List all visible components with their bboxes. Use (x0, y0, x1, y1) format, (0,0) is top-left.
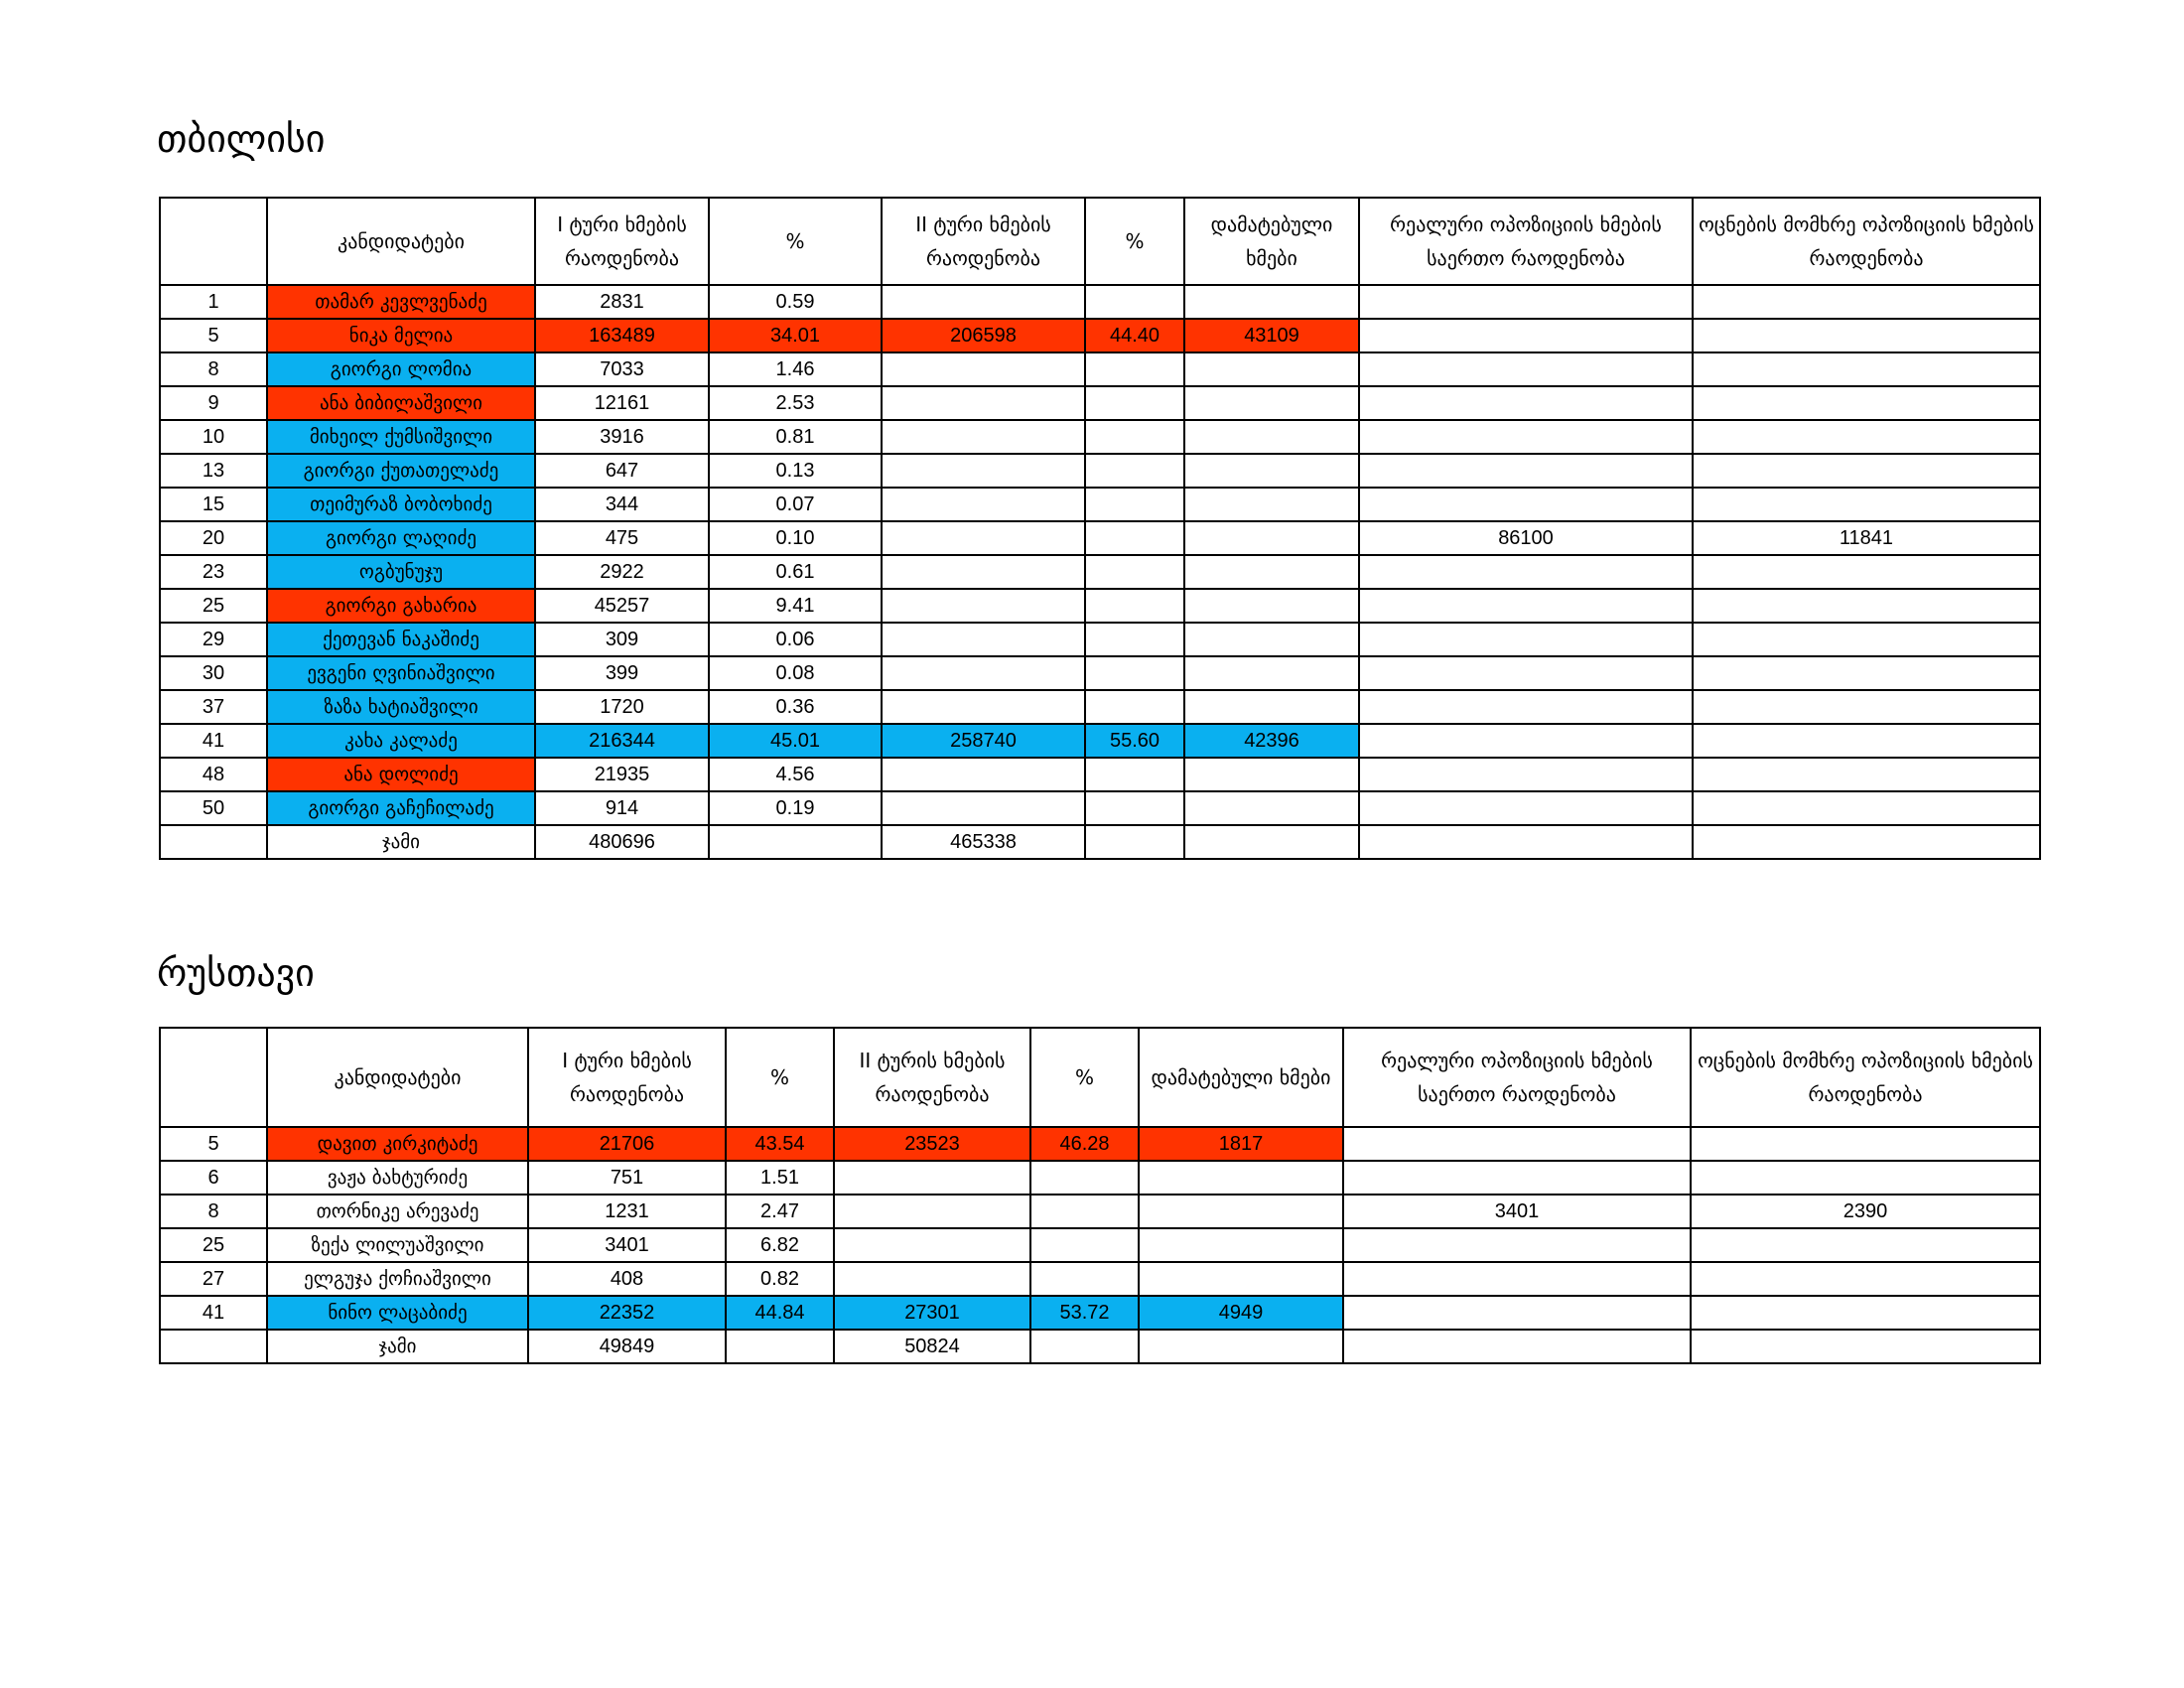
row-number: 20 (160, 521, 267, 555)
row-number: 13 (160, 454, 267, 488)
real-opposition-votes (1359, 386, 1693, 420)
row-number: 8 (160, 352, 267, 386)
pro-dream-opposition-votes (1693, 555, 2040, 589)
empty-cell (726, 1330, 834, 1363)
pro-dream-opposition-votes: 2390 (1691, 1195, 2040, 1228)
added-votes (1184, 386, 1359, 420)
candidate-name: გიორგი ლაღიძე (267, 521, 535, 555)
added-votes (1139, 1262, 1343, 1296)
real-opposition-votes (1359, 690, 1693, 724)
round2-percent (1030, 1161, 1139, 1195)
round1-percent: 4.56 (709, 758, 882, 791)
row-number: 25 (160, 1228, 267, 1262)
table-row (160, 454, 2040, 488)
round2-votes (882, 386, 1085, 420)
total-label: ჯამი (267, 825, 535, 859)
row-number: 1 (160, 285, 267, 319)
header-real-opposition-votes: რეალური ოპოზიციის ხმების საერთო რაოდენობა (1359, 198, 1693, 285)
header-pro-dream-opposition-votes: ოცნების მომხრე ოპოზიციის ხმების რაოდენობა (1691, 1028, 2040, 1127)
round2-votes (882, 656, 1085, 690)
pro-dream-opposition-votes (1693, 420, 2040, 454)
round2-percent (1085, 690, 1184, 724)
round2-votes (834, 1195, 1030, 1228)
real-opposition-votes (1359, 656, 1693, 690)
round1-percent: 0.19 (709, 791, 882, 825)
round2-votes (882, 352, 1085, 386)
candidate-name: ანა ბიბილაშვილი (267, 386, 535, 420)
header-round2-percent: % (1030, 1028, 1139, 1127)
added-votes (1184, 521, 1359, 555)
row-number: 10 (160, 420, 267, 454)
row-number: 48 (160, 758, 267, 791)
pro-dream-opposition-votes: 11841 (1693, 521, 2040, 555)
round1-votes: 2922 (535, 555, 709, 589)
candidate-name: ანა დოლიძე (267, 758, 535, 791)
candidate-name: თამარ კევლვენაძე (267, 285, 535, 319)
pro-dream-opposition-votes (1693, 319, 2040, 352)
empty-cell (1085, 825, 1184, 859)
pro-dream-opposition-votes (1691, 1161, 2040, 1195)
round1-votes: 22352 (528, 1296, 726, 1330)
candidate-name: ზაზა ხატიაშვილი (267, 690, 535, 724)
real-opposition-votes (1359, 758, 1693, 791)
round2-percent (1085, 623, 1184, 656)
empty-cell (160, 1330, 267, 1363)
table-row (160, 791, 2040, 825)
real-opposition-votes (1359, 488, 1693, 521)
real-opposition-votes (1359, 285, 1693, 319)
round1-votes: 475 (535, 521, 709, 555)
added-votes (1139, 1195, 1343, 1228)
table-row (160, 488, 2040, 521)
round1-percent: 9.41 (709, 589, 882, 623)
round1-percent: 0.36 (709, 690, 882, 724)
round1-percent: 43.54 (726, 1127, 834, 1161)
round1-percent: 1.46 (709, 352, 882, 386)
round1-votes: 914 (535, 791, 709, 825)
candidate-name: დავით კირკიტაძე (267, 1127, 528, 1161)
pro-dream-opposition-votes (1693, 724, 2040, 758)
candidate-name: თორნიკე არევაძე (267, 1195, 528, 1228)
real-opposition-votes (1343, 1161, 1691, 1195)
row-number: 30 (160, 656, 267, 690)
round1-votes: 3401 (528, 1228, 726, 1262)
header-candidates: კანდიდატები (267, 1028, 528, 1127)
table-row (160, 319, 2040, 352)
candidate-name: კახა კალაძე (267, 724, 535, 758)
row-number: 41 (160, 724, 267, 758)
candidate-name: ნინო ლაცაბიძე (267, 1296, 528, 1330)
row-number: 41 (160, 1296, 267, 1330)
candidate-name: ელგუჯა ქოჩიაშვილი (267, 1262, 528, 1296)
round2-percent (1030, 1262, 1139, 1296)
candidate-name: ზექა ლილუაშვილი (267, 1228, 528, 1262)
real-opposition-votes (1343, 1127, 1691, 1161)
added-votes: 43109 (1184, 319, 1359, 352)
round1-votes: 21706 (528, 1127, 726, 1161)
real-opposition-votes: 86100 (1359, 521, 1693, 555)
round2-votes (882, 758, 1085, 791)
added-votes (1184, 758, 1359, 791)
round1-votes: 751 (528, 1161, 726, 1195)
row-number: 27 (160, 1262, 267, 1296)
round2-votes (882, 623, 1085, 656)
round1-votes: 1231 (528, 1195, 726, 1228)
pro-dream-opposition-votes (1693, 589, 2040, 623)
real-opposition-votes (1359, 791, 1693, 825)
table-row (160, 352, 2040, 386)
pro-dream-opposition-votes (1693, 285, 2040, 319)
table-header-row (160, 198, 2040, 285)
round2-percent (1085, 488, 1184, 521)
added-votes (1184, 285, 1359, 319)
round2-votes (882, 589, 1085, 623)
added-votes (1139, 1161, 1343, 1195)
candidate-name: ნიკა მელია (267, 319, 535, 352)
empty-cell (1139, 1330, 1343, 1363)
candidate-name: გიორგი ქუთათელაძე (267, 454, 535, 488)
real-opposition-votes (1359, 352, 1693, 386)
added-votes (1139, 1228, 1343, 1262)
header-number (160, 198, 267, 285)
round2-votes (882, 420, 1085, 454)
header-candidates: კანდიდატები (267, 198, 535, 285)
round1-votes: 1720 (535, 690, 709, 724)
table-row (160, 386, 2040, 420)
round1-votes: 216344 (535, 724, 709, 758)
empty-cell (1030, 1330, 1139, 1363)
round2-votes (882, 555, 1085, 589)
total-r1: 49849 (528, 1330, 726, 1363)
header-round1-votes: I ტური ხმების რაოდენობა (535, 198, 709, 285)
pro-dream-opposition-votes (1693, 454, 2040, 488)
added-votes (1184, 488, 1359, 521)
round2-votes (882, 791, 1085, 825)
round1-percent: 0.82 (726, 1262, 834, 1296)
round2-votes (834, 1228, 1030, 1262)
added-votes (1184, 589, 1359, 623)
row-number: 37 (160, 690, 267, 724)
pro-dream-opposition-votes (1691, 1127, 2040, 1161)
row-number: 23 (160, 555, 267, 589)
pro-dream-opposition-votes (1693, 623, 2040, 656)
pro-dream-opposition-votes (1691, 1296, 2040, 1330)
tbilisi-results-table (159, 197, 2041, 860)
pro-dream-opposition-votes (1693, 791, 2040, 825)
round1-votes: 12161 (535, 386, 709, 420)
empty-cell (709, 825, 882, 859)
round1-percent: 0.59 (709, 285, 882, 319)
table-row (160, 1296, 2040, 1330)
real-opposition-votes (1343, 1262, 1691, 1296)
round2-votes (834, 1161, 1030, 1195)
real-opposition-votes (1359, 454, 1693, 488)
table-row (160, 656, 2040, 690)
total-row (160, 825, 2040, 859)
added-votes: 1817 (1139, 1127, 1343, 1161)
round2-votes (882, 285, 1085, 319)
round2-percent (1085, 758, 1184, 791)
round2-percent: 55.60 (1085, 724, 1184, 758)
round1-percent: 45.01 (709, 724, 882, 758)
header-round1-votes: I ტური ხმების რაოდენობა (528, 1028, 726, 1127)
table-row (160, 1161, 2040, 1195)
real-opposition-votes (1359, 555, 1693, 589)
real-opposition-votes: 3401 (1343, 1195, 1691, 1228)
round2-percent: 46.28 (1030, 1127, 1139, 1161)
round1-percent: 44.84 (726, 1296, 834, 1330)
round2-percent (1085, 656, 1184, 690)
round2-votes: 258740 (882, 724, 1085, 758)
header-round2-percent: % (1085, 198, 1184, 285)
pro-dream-opposition-votes (1693, 386, 2040, 420)
header-real-opposition-votes: რეალური ოპოზიციის ხმების საერთო რაოდენობა (1343, 1028, 1691, 1127)
total-label: ჯამი (267, 1330, 528, 1363)
real-opposition-votes (1359, 623, 1693, 656)
row-number: 8 (160, 1195, 267, 1228)
added-votes (1184, 454, 1359, 488)
added-votes (1184, 420, 1359, 454)
header-round2-votes: II ტურის ხმების რაოდენობა (834, 1028, 1030, 1127)
empty-cell (1359, 825, 1693, 859)
added-votes (1184, 690, 1359, 724)
real-opposition-votes (1343, 1228, 1691, 1262)
real-opposition-votes (1343, 1296, 1691, 1330)
added-votes (1184, 555, 1359, 589)
round1-votes: 7033 (535, 352, 709, 386)
pro-dream-opposition-votes (1693, 352, 2040, 386)
round2-percent (1030, 1195, 1139, 1228)
section-title-rustavi: რუსთავი (157, 951, 315, 995)
candidate-name: ქეთევან ნაკაშიძე (267, 623, 535, 656)
table-row (160, 521, 2040, 555)
round2-percent (1085, 791, 1184, 825)
round2-votes: 206598 (882, 319, 1085, 352)
round1-percent: 0.61 (709, 555, 882, 589)
pro-dream-opposition-votes (1693, 758, 2040, 791)
table-row (160, 555, 2040, 589)
round1-votes: 344 (535, 488, 709, 521)
round1-percent: 2.53 (709, 386, 882, 420)
total-r1: 480696 (535, 825, 709, 859)
round2-votes (834, 1262, 1030, 1296)
total-r2: 50824 (834, 1330, 1030, 1363)
round2-percent (1085, 555, 1184, 589)
empty-cell (160, 825, 267, 859)
round2-percent (1085, 521, 1184, 555)
real-opposition-votes (1359, 589, 1693, 623)
header-added-votes: დამატებული ხმები (1139, 1028, 1343, 1127)
round2-percent (1085, 454, 1184, 488)
round2-votes: 27301 (834, 1296, 1030, 1330)
candidate-name: გიორგი გახარია (267, 589, 535, 623)
header-pro-dream-opposition-votes: ოცნების მომხრე ოპოზიციის ხმების რაოდენობა (1693, 198, 2040, 285)
header-round2-votes: II ტური ხმების რაოდენობა (882, 198, 1085, 285)
pro-dream-opposition-votes (1691, 1228, 2040, 1262)
candidate-name: ვაჟა ბახტურიძე (267, 1161, 528, 1195)
section-title-tbilisi: თბილისი (157, 117, 326, 161)
rustavi-results-table (159, 1027, 2041, 1364)
added-votes: 4949 (1139, 1296, 1343, 1330)
added-votes (1184, 623, 1359, 656)
table-row (160, 1228, 2040, 1262)
round1-votes: 647 (535, 454, 709, 488)
row-number: 29 (160, 623, 267, 656)
added-votes (1184, 791, 1359, 825)
empty-cell (1693, 825, 2040, 859)
round1-votes: 3916 (535, 420, 709, 454)
pro-dream-opposition-votes (1693, 656, 2040, 690)
table-row (160, 589, 2040, 623)
table-row (160, 690, 2040, 724)
pro-dream-opposition-votes (1691, 1262, 2040, 1296)
round1-percent: 0.13 (709, 454, 882, 488)
round2-votes (882, 488, 1085, 521)
row-number: 6 (160, 1161, 267, 1195)
candidate-name: გიორგი ლომია (267, 352, 535, 386)
total-r2: 465338 (882, 825, 1085, 859)
table-row (160, 1127, 2040, 1161)
pro-dream-opposition-votes (1693, 690, 2040, 724)
round2-percent (1085, 386, 1184, 420)
round1-percent: 2.47 (726, 1195, 834, 1228)
round1-votes: 163489 (535, 319, 709, 352)
row-number: 15 (160, 488, 267, 521)
round2-percent (1085, 589, 1184, 623)
round1-votes: 408 (528, 1262, 726, 1296)
round2-votes (882, 454, 1085, 488)
round1-votes: 21935 (535, 758, 709, 791)
row-number: 9 (160, 386, 267, 420)
round1-votes: 45257 (535, 589, 709, 623)
round2-percent (1085, 285, 1184, 319)
table-row (160, 420, 2040, 454)
round1-percent: 1.51 (726, 1161, 834, 1195)
round2-percent: 44.40 (1085, 319, 1184, 352)
total-row (160, 1330, 2040, 1363)
round1-percent: 0.81 (709, 420, 882, 454)
table-row (160, 1262, 2040, 1296)
candidate-name: თეიმურაზ ბობოხიძე (267, 488, 535, 521)
round1-votes: 2831 (535, 285, 709, 319)
table-row (160, 758, 2040, 791)
table-row (160, 1195, 2040, 1228)
header-round1-percent: % (726, 1028, 834, 1127)
round2-votes (882, 690, 1085, 724)
row-number: 5 (160, 1127, 267, 1161)
round1-percent: 0.08 (709, 656, 882, 690)
table-row (160, 623, 2040, 656)
round2-percent (1030, 1228, 1139, 1262)
candidate-name: ოგბუნუჯუ (267, 555, 535, 589)
table-header-row (160, 1028, 2040, 1127)
real-opposition-votes (1359, 724, 1693, 758)
candidate-name: გიორგი გაჩეჩილაძე (267, 791, 535, 825)
round1-percent: 34.01 (709, 319, 882, 352)
round2-votes: 23523 (834, 1127, 1030, 1161)
added-votes (1184, 352, 1359, 386)
candidate-name: ევგენი ღვინიაშვილი (267, 656, 535, 690)
header-added-votes: დამატებული ხმები (1184, 198, 1359, 285)
round1-percent: 0.06 (709, 623, 882, 656)
candidate-name: მიხეილ ქუმსიშვილი (267, 420, 535, 454)
round2-votes (882, 521, 1085, 555)
empty-cell (1691, 1330, 2040, 1363)
header-number (160, 1028, 267, 1127)
empty-cell (1343, 1330, 1691, 1363)
round2-percent (1085, 420, 1184, 454)
round1-percent: 0.10 (709, 521, 882, 555)
round2-percent (1085, 352, 1184, 386)
row-number: 5 (160, 319, 267, 352)
round2-percent: 53.72 (1030, 1296, 1139, 1330)
added-votes: 42396 (1184, 724, 1359, 758)
round1-percent: 0.07 (709, 488, 882, 521)
added-votes (1184, 656, 1359, 690)
table-row (160, 724, 2040, 758)
round1-votes: 399 (535, 656, 709, 690)
empty-cell (1184, 825, 1359, 859)
table-row (160, 285, 2040, 319)
round1-votes: 309 (535, 623, 709, 656)
pro-dream-opposition-votes (1693, 488, 2040, 521)
real-opposition-votes (1359, 420, 1693, 454)
row-number: 50 (160, 791, 267, 825)
row-number: 25 (160, 589, 267, 623)
header-round1-percent: % (709, 198, 882, 285)
real-opposition-votes (1359, 319, 1693, 352)
round1-percent: 6.82 (726, 1228, 834, 1262)
